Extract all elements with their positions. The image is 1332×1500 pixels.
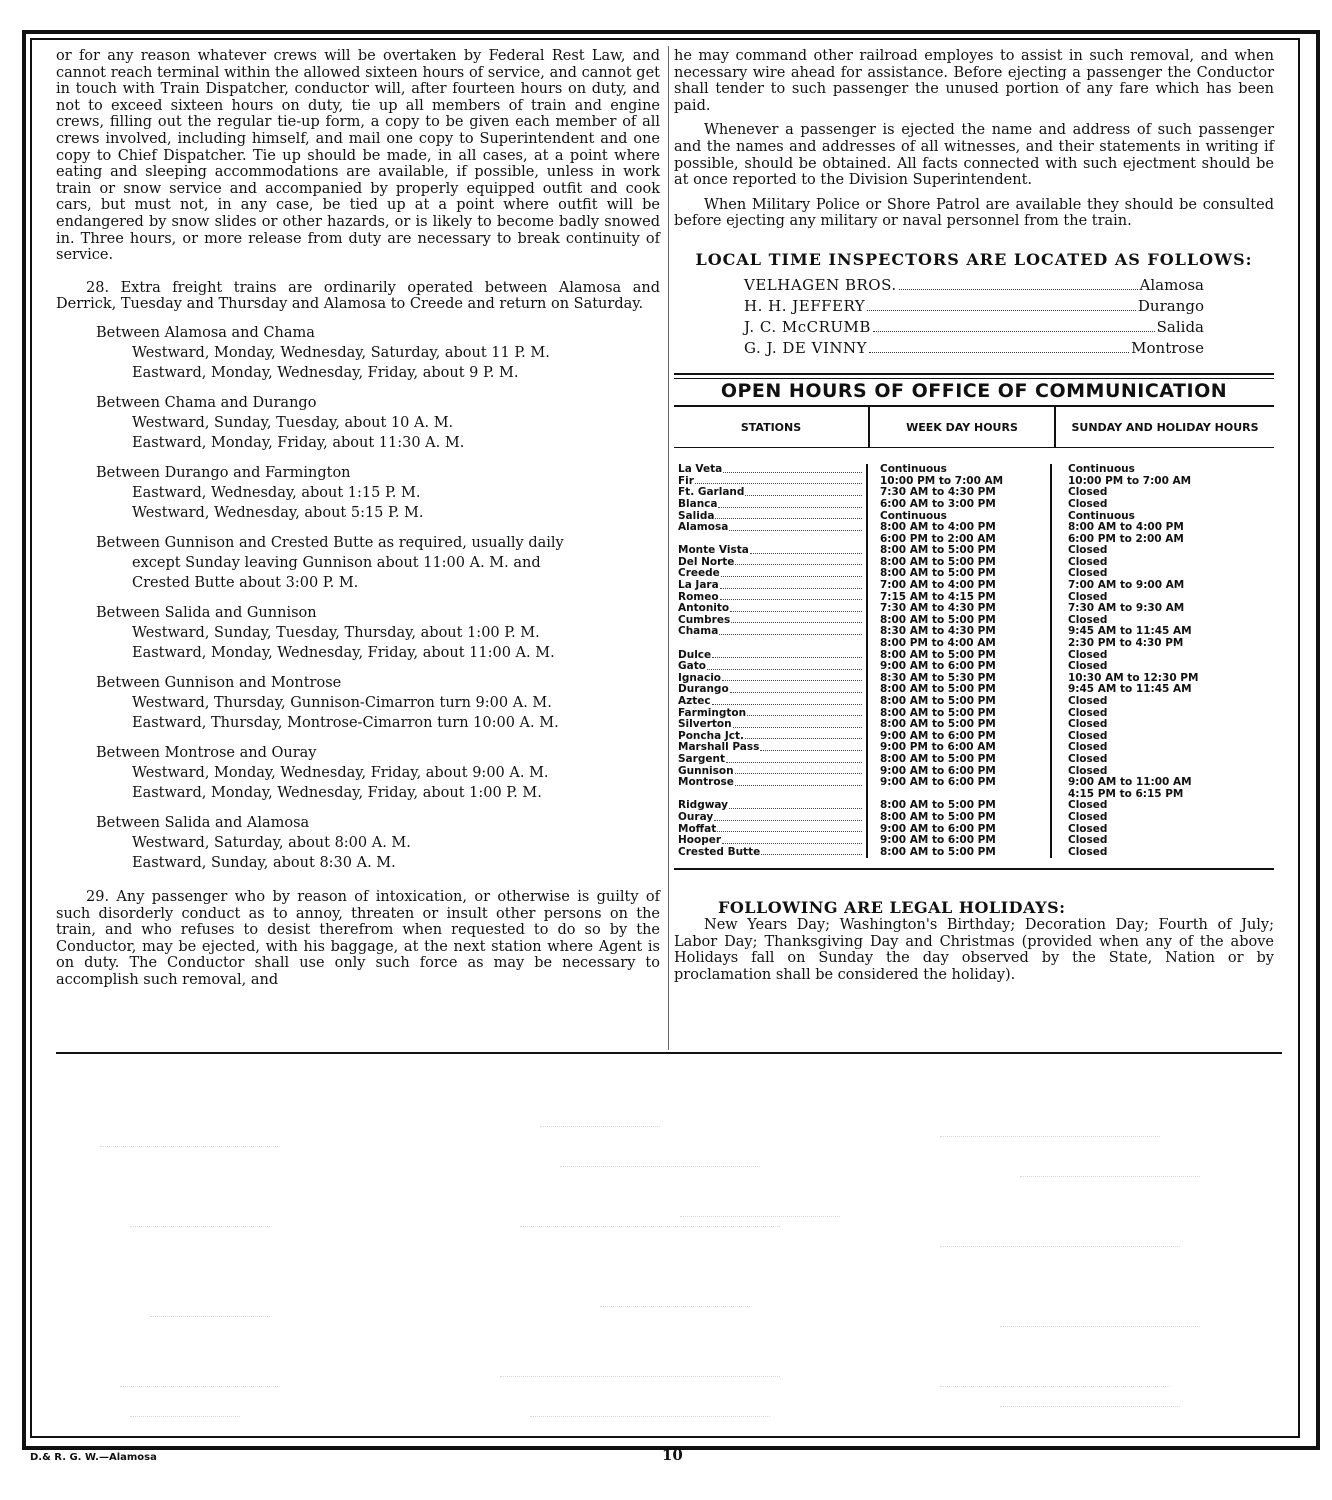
footer-railroad-name: D.& R. G. W.—Alamosa: [30, 1452, 157, 1463]
week-day-hours-cell: 8:00 AM to 4:00 PM: [880, 521, 996, 534]
leader-dots: [745, 487, 862, 496]
sunday-holiday-hours-cell: 6:00 PM to 2:00 AM: [1068, 532, 1184, 545]
leader-dots: [733, 719, 862, 728]
bleed-through-mark: [120, 1380, 280, 1387]
sunday-holiday-hours-cell: 4:15 PM to 6:15 PM: [1068, 787, 1184, 800]
leader-dots: [722, 673, 862, 682]
station-name: Ft. Garland: [678, 486, 745, 499]
week-day-hours-cell: 8:00 AM to 5:00 PM: [880, 555, 996, 568]
inspector-location: Durango: [1137, 296, 1204, 315]
sunday-holiday-hours-cell: 10:30 AM to 12:30 PM: [1068, 671, 1199, 684]
sunday-holiday-hours-cell: Continuous: [1068, 509, 1135, 522]
station-name: La Jara: [678, 579, 719, 592]
bleed-through-mark: [940, 1130, 1160, 1137]
sunday-holiday-hours-cell: Closed: [1068, 741, 1108, 754]
table-header: [674, 407, 1274, 448]
page-number: 10: [662, 1446, 683, 1464]
freight-schedules: [56, 323, 660, 873]
station-name: Blanca: [678, 497, 718, 510]
leader-dots: [730, 684, 862, 693]
week-day-hours-cell: 8:00 AM to 5:00 PM: [880, 613, 996, 626]
sunday-holiday-hours-cell: Closed: [1068, 544, 1108, 557]
station-name: Chama: [678, 625, 719, 638]
communication-hours-table: [674, 405, 1274, 870]
station-cell: [678, 696, 862, 708]
inspector-row: [744, 338, 1204, 359]
schedule-group: [56, 463, 660, 523]
bleed-through-mark: [940, 1380, 1170, 1387]
schedule-group: [56, 673, 660, 733]
week-day-column: [868, 464, 1052, 858]
week-day-hours-cell: 9:00 AM to 6:00 PM: [880, 834, 996, 847]
inspector-name: J. C. McCRUMB: [744, 317, 871, 336]
station-name: Alamosa: [678, 521, 729, 534]
inspector-row: [744, 317, 1204, 338]
schedule-time: except Sunday leaving Gunnison about 11:00 A. M. and: [132, 554, 541, 571]
schedule-route: Between Alamosa and Chama: [96, 324, 315, 341]
week-day-hours-cell: 9:00 AM to 6:00 PM: [880, 660, 996, 673]
schedule-time: Westward, Sunday, Tuesday, about 10 A. M.: [132, 414, 454, 431]
sunday-holiday-hours-cell: 9:45 AM to 11:45 AM: [1068, 625, 1192, 638]
schedule-group: [56, 393, 660, 453]
week-day-hours-cell: 9:00 PM to 6:00 AM: [880, 741, 996, 754]
station-name: Silverton: [678, 718, 732, 731]
sunday-holiday-hours-cell: Closed: [1068, 822, 1108, 835]
section-divider: [56, 1052, 1282, 1054]
leader-dots: [729, 522, 862, 531]
sunday-holiday-hours-cell: Closed: [1068, 764, 1108, 777]
station-name: Aztec: [678, 695, 711, 707]
schedule-group: [56, 813, 660, 873]
week-day-hours-cell: Continuous: [880, 463, 947, 476]
leader-dots: [735, 766, 862, 775]
week-day-hours-cell: 8:30 AM to 4:30 PM: [880, 625, 996, 638]
sunday-holiday-column: [1052, 464, 1274, 858]
legal-holidays-heading: FOLLOWING ARE LEGAL HOLIDAYS:: [718, 898, 1066, 918]
leader-dots: [720, 592, 862, 601]
leader-dots: [745, 731, 862, 740]
week-day-hours-cell: 7:30 AM to 4:30 PM: [880, 602, 996, 615]
sunday-holiday-hours-header: SUNDAY AND HOLIDAY HOURS: [1071, 420, 1259, 434]
schedule-route: Between Salida and Gunnison: [96, 604, 317, 621]
bleed-through-mark: [150, 1310, 270, 1317]
station-name: Ignacio: [678, 671, 722, 684]
ejection-report-paragraph: Whenever a passenger is ejected the name and address of such passenger and the names and addresses of all witnesses, and their statements in writing if possible, should be obtained. All facts connected with such ejectment should be at once reported to the Division Superintendent.: [674, 122, 1274, 189]
schedule-group: [56, 323, 660, 383]
leader-dots: [718, 499, 862, 508]
leader-dots: [750, 545, 862, 554]
inspector-row: [744, 296, 1204, 317]
station-cell: [678, 626, 862, 638]
sunday-holiday-hours-cell: 9:00 AM to 11:00 AM: [1068, 776, 1192, 789]
schedule-route: Between Salida and Alamosa: [96, 814, 310, 831]
bleed-through-mark: [130, 1220, 270, 1227]
leader-dots: [695, 476, 862, 485]
leader-dots: [714, 812, 862, 821]
schedule-time: Westward, Thursday, Gunnison-Cimarron turn 9:00 A. M.: [132, 694, 552, 711]
station-cell: [678, 835, 862, 847]
bleed-through-mark: [1020, 1170, 1200, 1177]
sunday-holiday-hours-cell: Closed: [1068, 590, 1108, 603]
week-day-hours-cell: 8:00 AM to 5:00 PM: [880, 567, 996, 580]
leader-dots: [730, 603, 862, 612]
leader-dots: [722, 835, 862, 844]
bleed-through-mark: [1000, 1320, 1200, 1327]
station-name: Cumbres: [678, 613, 731, 626]
station-name: Ridgway: [678, 799, 729, 812]
time-inspectors-list: [744, 275, 1204, 359]
week-day-hours-cell: 8:00 AM to 5:00 PM: [880, 683, 996, 696]
leader-dots: [735, 557, 862, 566]
schedule-route: Between Montrose and Ouray: [96, 744, 317, 761]
leader-dots: [720, 580, 862, 589]
inspector-location: Alamosa: [1139, 275, 1204, 294]
leader-dots: [707, 661, 862, 670]
station-name: Moffat: [678, 822, 717, 835]
schedule-time: Eastward, Monday, Wednesday, Friday, about 9 P. M.: [132, 364, 519, 381]
leader-dots: [873, 331, 1155, 332]
week-day-hours-cell: 8:00 AM to 5:00 PM: [880, 648, 996, 661]
schedule-route: Between Durango and Farmington: [96, 464, 351, 481]
week-day-hours-cell: Continuous: [880, 509, 947, 522]
leader-dots: [712, 650, 862, 659]
station-name: Farmington: [678, 706, 747, 719]
station-cell: [678, 847, 862, 859]
leader-dots: [867, 310, 1136, 311]
leader-dots: [747, 708, 862, 717]
right-column: [674, 48, 1274, 983]
station-name: Creede: [678, 567, 720, 580]
schedule-time: Eastward, Monday, Wednesday, Friday, about 11:00 A. M.: [132, 644, 555, 661]
schedule-time: Westward, Monday, Wednesday, Friday, about 9:00 A. M.: [132, 764, 549, 781]
sunday-holiday-hours-cell: Closed: [1068, 810, 1108, 823]
station-name: Marshall Pass: [678, 741, 760, 754]
week-day-hours-cell: 7:30 AM to 4:30 PM: [880, 486, 996, 499]
sunday-holiday-hours-cell: Closed: [1068, 729, 1108, 742]
week-day-hours-cell: 6:00 PM to 2:00 AM: [880, 532, 996, 545]
bleed-through-mark: [500, 1370, 780, 1377]
station-name: Montrose: [678, 776, 734, 789]
bleed-through-mark: [520, 1220, 780, 1227]
removal-continued-paragraph: he may command other railroad employes to assist in such removal, and when necessary wire ahead for assistance. Before ejecting a passenger the Conductor shall tender to such passenger the unused portion of any fare which has been paid.: [674, 48, 1274, 114]
week-day-hours-cell: 9:00 AM to 6:00 PM: [880, 776, 996, 789]
stations-header: STATIONS: [674, 407, 870, 447]
station-name: Salida: [678, 509, 715, 522]
bleed-through-mark: [940, 1240, 1180, 1247]
inspector-name: H. H. JEFFERY: [744, 296, 866, 315]
schedule-time: Westward, Sunday, Tuesday, Thursday, about 1:00 P. M.: [132, 624, 540, 641]
schedule-group: [56, 533, 660, 593]
leader-dots: [715, 511, 862, 520]
sunday-holiday-hours-cell: 7:00 AM to 9:00 AM: [1068, 579, 1185, 592]
station-cell: [678, 812, 862, 824]
sunday-holiday-hours-cell: Closed: [1068, 706, 1108, 719]
schedule-time: Westward, Wednesday, about 5:15 P. M.: [132, 504, 424, 521]
station-cell: [678, 499, 862, 511]
week-day-hours-cell: 9:00 AM to 6:00 PM: [880, 764, 996, 777]
stations-column: [674, 464, 868, 858]
station-name: Crested Butte: [678, 845, 761, 858]
leader-dots: [729, 800, 862, 809]
week-day-hours-cell: 8:00 AM to 5:00 PM: [880, 695, 996, 707]
sunday-holiday-hours-cell: 7:30 AM to 9:30 AM: [1068, 602, 1185, 615]
inspector-location: Montrose: [1131, 338, 1204, 357]
week-day-hours-cell: 8:00 AM to 5:00 PM: [880, 810, 996, 823]
leader-dots: [735, 777, 862, 786]
week-day-hours-cell: 9:00 AM to 6:00 PM: [880, 822, 996, 835]
station-name: Dulce: [678, 648, 712, 661]
sunday-holiday-hours-cell: 9:45 AM to 11:45 AM: [1068, 683, 1192, 696]
sunday-holiday-hours-cell: Closed: [1068, 845, 1108, 858]
leader-dots: [869, 352, 1129, 353]
schedule-group: [56, 743, 660, 803]
bleed-through-mark: [540, 1120, 660, 1127]
rule-28-paragraph: 28. Extra freight trains are ordinarily operated between Alamosa and Derrick, Tuesday and Thursday and Alamosa to Creede and return on Saturday.: [56, 279, 660, 313]
tie-up-paragraph: or for any reason whatever crews will be overtaken by Federal Rest Law, and cannot reach terminal within the allowed sixteen hours of service, and cannot get in touch with Train Dispatcher, conductor will, after fourteen hours on duty, and not to exceed sixteen hours on duty, tie up all members of train and engine crews, filling out the regular tie-up form, a copy to be given each member of all crews involved, including himself, and mail one copy to Superintendent and one copy to Chief Dispatcher. Tie up should be made, in all cases, at a point where eating and sleeping accommodations are available, if possible, unless in work train or snow service and accompanied by properly equipped outfit and cook cars, but must not, in any case, be tied up at a point where outfit will be endangered by snow slides or other hazards, or is likely to become badly snowed in. Three hours, or more release from duty are necessary to break continuity of service.: [56, 48, 660, 264]
sunday-holiday-hours-cell: Closed: [1068, 497, 1108, 510]
bleed-through-mark: [600, 1300, 750, 1307]
station-name: Fir: [678, 474, 694, 487]
sunday-holiday-hours-cell: Closed: [1068, 752, 1108, 765]
rule-29-paragraph: 29. Any passenger who by reason of intoxication, or otherwise is guilty of such disorderly conduct as to annoy, threaten or insult other persons on the train, and who refuses to desist therefrom when requested to do so by the Conductor, may be ejected, with his baggage, at the next station where Agent is on duty. The Conductor shall use only such force as may be necessary to accomplish such removal, and: [56, 888, 660, 988]
sunday-holiday-hours-cell: 2:30 PM to 4:30 PM: [1068, 637, 1184, 650]
week-day-hours-cell: 9:00 AM to 6:00 PM: [880, 729, 996, 742]
communication-hours-title: OPEN HOURS OF OFFICE OF COMMUNICATION: [720, 379, 1228, 402]
leader-dots: [723, 464, 862, 473]
station-name: Hooper: [678, 834, 722, 847]
station-name: Gato: [678, 660, 706, 673]
week-day-hours-cell: 8:00 AM to 5:00 PM: [880, 752, 996, 765]
sunday-holiday-hours-cell: Closed: [1068, 799, 1108, 812]
sunday-holiday-hours-cell: 8:00 AM to 4:00 PM: [1068, 521, 1184, 534]
sunday-holiday-hours-cell: Closed: [1068, 555, 1108, 568]
week-day-hours-cell: 7:00 AM to 4:00 PM: [880, 579, 996, 592]
week-day-hours-cell: 8:30 AM to 5:30 PM: [880, 671, 996, 684]
station-name: Durango: [678, 683, 729, 696]
military-police-paragraph: When Military Police or Shore Patrol are available they should be consulted before ejecting any military or naval personnel from the train.: [674, 196, 1274, 230]
station-cell: [678, 754, 862, 766]
schedule-group: [56, 603, 660, 663]
schedule-route: Between Gunnison and Montrose: [96, 674, 342, 691]
bleed-through-mark: [560, 1160, 760, 1167]
week-day-hours-cell: 6:00 AM to 3:00 PM: [880, 497, 996, 510]
inspector-location: Salida: [1156, 317, 1204, 336]
bleed-through-mark: [530, 1410, 770, 1417]
station-cell: [678, 777, 862, 789]
schedule-time: Westward, Saturday, about 8:00 A. M.: [132, 834, 411, 851]
time-inspectors-heading: LOCAL TIME INSPECTORS ARE LOCATED AS FOLLOWS:: [695, 249, 1253, 269]
sunday-holiday-hours-cell: Closed: [1068, 695, 1108, 707]
station-name: Ouray: [678, 810, 714, 823]
schedule-time: Eastward, Sunday, about 8:30 A. M.: [132, 854, 396, 871]
schedule-time: Eastward, Thursday, Montrose-Cimarron turn 10:00 A. M.: [132, 714, 559, 731]
week-day-hours-cell: 8:00 AM to 5:00 PM: [880, 718, 996, 731]
schedule-time: Eastward, Wednesday, about 1:15 P. M.: [132, 484, 421, 501]
inspector-name: G. J. DE VINNY: [744, 338, 868, 357]
station-name: Sargent: [678, 752, 725, 765]
station-name: Monte Vista: [678, 544, 749, 557]
column-divider: [668, 46, 669, 1050]
sunday-holiday-hours-cell: Closed: [1068, 834, 1108, 847]
sunday-holiday-hours-cell: Closed: [1068, 718, 1108, 731]
sunday-holiday-hours-cell: Closed: [1068, 486, 1108, 499]
leader-dots: [760, 742, 862, 751]
inspector-row: [744, 275, 1204, 296]
bleed-through-mark: [1000, 1400, 1180, 1407]
station-name: Romeo: [678, 590, 719, 603]
schedule-time: Eastward, Monday, Wednesday, Friday, about 1:00 P. M.: [132, 784, 542, 801]
sunday-holiday-hours-cell: Closed: [1068, 648, 1108, 661]
leader-dots: [712, 696, 862, 705]
sunday-holiday-hours-cell: Closed: [1068, 567, 1108, 580]
bleed-through-mark: [680, 1210, 840, 1217]
station-cell: [678, 522, 862, 534]
schedule-route: Between Chama and Durango: [96, 394, 317, 411]
week-day-hours-cell: 8:00 AM to 5:00 PM: [880, 799, 996, 812]
week-day-hours-cell: 8:00 AM to 5:00 PM: [880, 706, 996, 719]
schedule-time: Westward, Monday, Wednesday, Saturday, about 11 P. M.: [132, 344, 550, 361]
bleed-through-area: [60, 1080, 1280, 1420]
left-column: [56, 48, 660, 988]
week-day-hours-cell: 10:00 PM to 7:00 AM: [880, 474, 1004, 487]
station-cell: [678, 464, 862, 476]
station-cell: [678, 580, 862, 592]
week-day-hours-cell: 8:00 PM to 4:00 AM: [880, 637, 996, 650]
double-rule: [674, 373, 1274, 379]
leader-dots: [726, 754, 862, 763]
station-name: La Veta: [678, 463, 723, 476]
sunday-holiday-hours-cell: Closed: [1068, 660, 1108, 673]
sunday-holiday-hours-cell: 10:00 PM to 7:00 AM: [1068, 474, 1192, 487]
week-day-hours-header: WEEK DAY HOURS: [870, 407, 1056, 447]
inspector-name: VELHAGEN BROS.: [744, 275, 897, 294]
week-day-hours-cell: 8:00 AM to 5:00 PM: [880, 845, 996, 858]
leader-dots: [899, 289, 1138, 290]
station-name: Poncha Jct.: [678, 729, 744, 742]
leader-dots: [719, 626, 862, 635]
sunday-holiday-hours-cell: Continuous: [1068, 463, 1135, 476]
leader-dots: [731, 615, 862, 624]
schedule-time: Eastward, Monday, Friday, about 11:30 A. M.: [132, 434, 465, 451]
bleed-through-mark: [100, 1140, 280, 1147]
table-body: [674, 448, 1274, 868]
legal-holidays-text: New Years Day; Washington's Birthday; Decoration Day; Fourth of July; Labor Day; Thanksgiving Day and Christmas (provided when any of the above Holidays fall on Sunday the day observed by the State, Nation or by proclamation shall be considered the holiday).: [674, 916, 1274, 983]
station-name: Antonito: [678, 602, 730, 615]
schedule-time: Crested Butte about 3:00 P. M.: [132, 574, 359, 591]
week-day-hours-cell: 8:00 AM to 5:00 PM: [880, 544, 996, 557]
bleed-through-mark: [130, 1410, 240, 1417]
leader-dots: [717, 824, 862, 833]
station-cell: [678, 638, 862, 650]
station-name: Gunnison: [678, 764, 734, 777]
sunday-holiday-hours-cell: Closed: [1068, 613, 1108, 626]
leader-dots: [761, 847, 862, 856]
schedule-route: Between Gunnison and Crested Butte as required, usually daily: [96, 534, 564, 551]
week-day-hours-cell: 7:15 AM to 4:15 PM: [880, 590, 996, 603]
station-name: Del Norte: [678, 555, 735, 568]
leader-dots: [721, 568, 862, 577]
